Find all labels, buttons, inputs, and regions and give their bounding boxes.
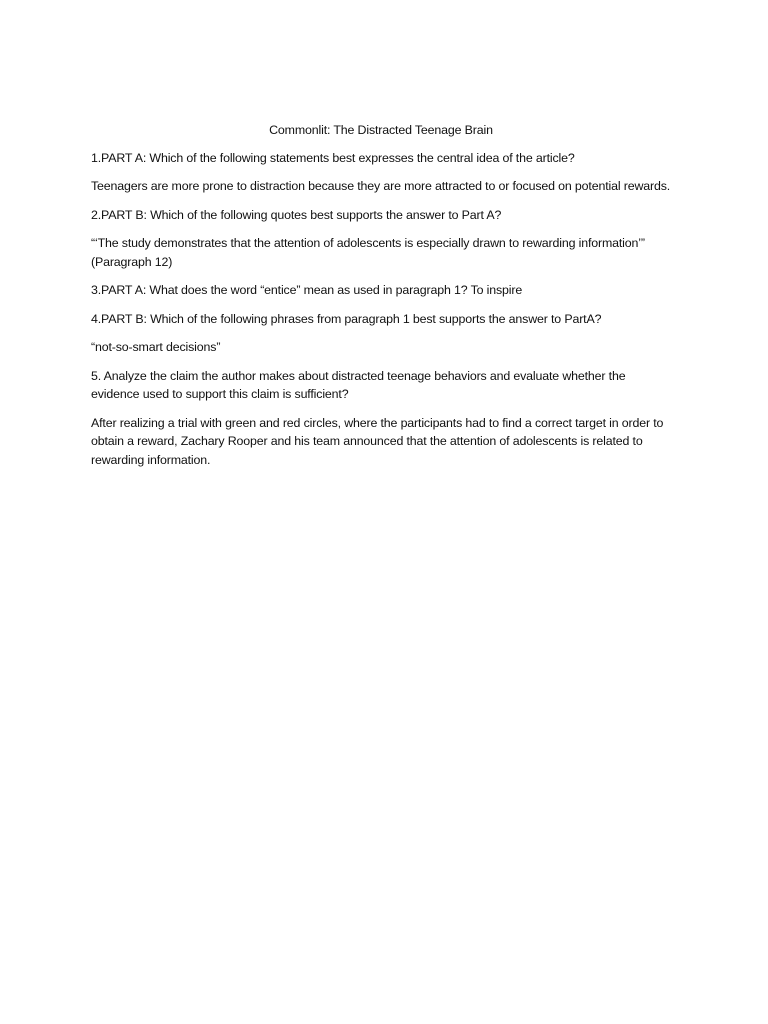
question-4-part-b: 4.PART B: Which of the following phrases from paragraph 1 best supports the answer to PartA? xyxy=(91,311,602,326)
question-1-part-a: 1.PART A: Which of the following statements best expresses the central idea of the article? xyxy=(91,150,575,165)
question-3-part-a: 3.PART A: What does the word “entice” mean as used in paragraph 1? To inspire xyxy=(91,283,523,297)
question-5: 5. Analyze the claim the author makes about distracted teenage behaviors and evaluate whether the evidence used to support this claim is sufficient? xyxy=(91,368,626,401)
answer-1-part-a: Teenagers are more prone to distraction because they are more attracted to or focused on potential rewards. xyxy=(91,179,671,193)
document-body xyxy=(91,121,671,479)
answer-5: After realizing a trial with green and red circles, where the participants had to find a correct target in order to obtain a reward, Zachary Rooper and his team announced that the attention of adolescents is related to rewarding information. xyxy=(91,415,664,467)
document-title: Commonlit: The Distracted Teenage Brain xyxy=(269,123,493,137)
answer-4-part-b: “not-so-smart decisions” xyxy=(91,340,221,354)
answer-2-part-b: “‘The study demonstrates that the attention of adolescents is especially drawn to rewarding information’” (Paragraph 12) xyxy=(91,236,645,269)
question-2-part-b: 2.PART B: Which of the following quotes best supports the answer to Part A? xyxy=(91,207,502,222)
